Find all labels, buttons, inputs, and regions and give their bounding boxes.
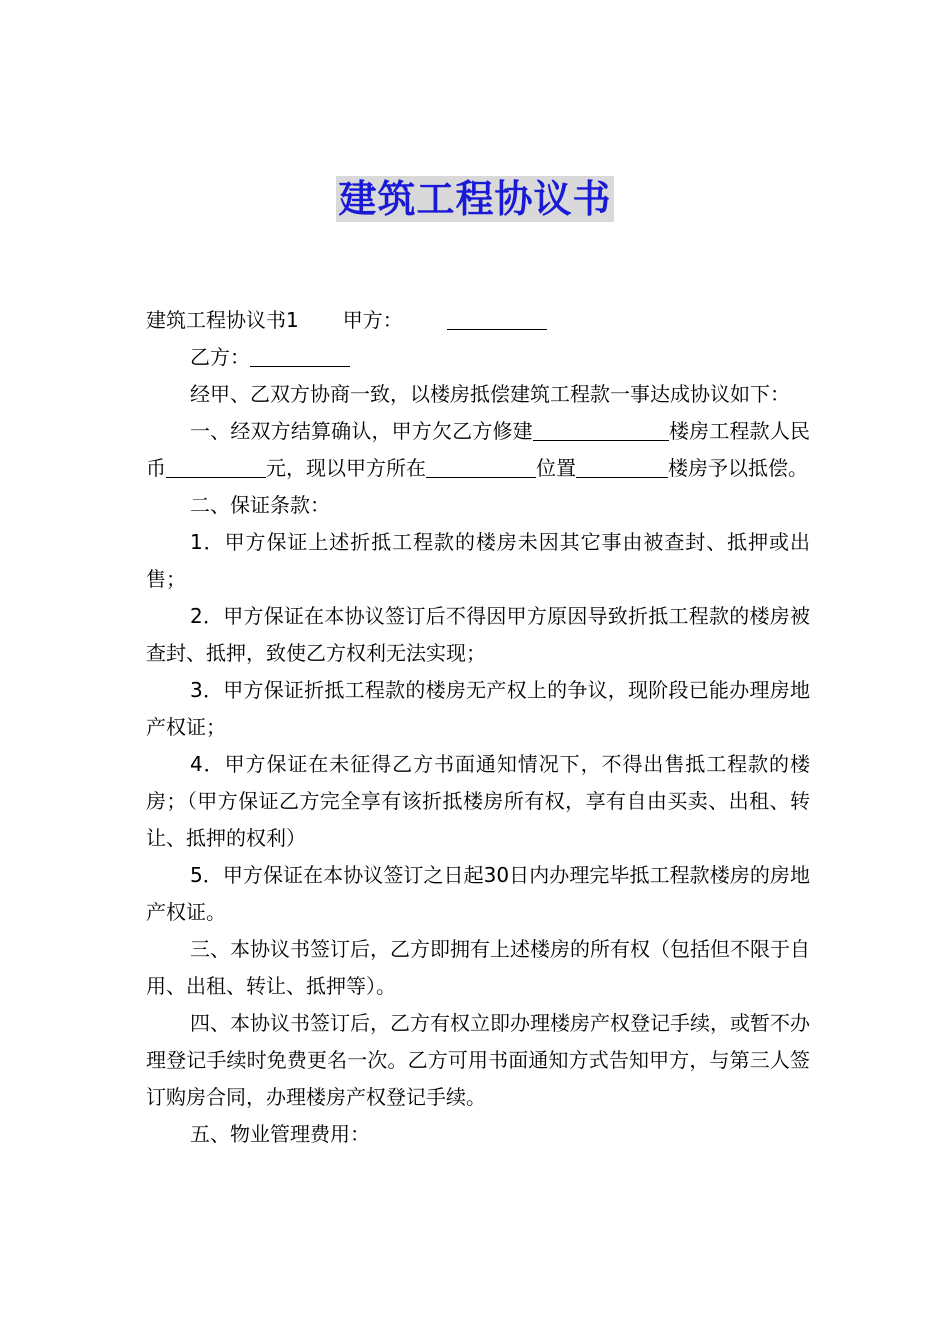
paragraph-item4: 4．甲方保证在未征得乙方书面通知情况下，不得出售抵工程款的楼房；（甲方保证乙方完全享有该折抵楼房所有权，享有自由买卖、出租、转让、抵押的权利） [146, 752, 810, 850]
title-wrap [0, 176, 950, 222]
header-line [146, 302, 810, 339]
clause1-part-a: 一、经双方结算确认，甲方欠乙方修建 [190, 419, 533, 443]
clause1-part-e: 楼房予以抵偿。 [668, 456, 808, 480]
clause1-blank-project [533, 418, 669, 441]
party-b-line [146, 339, 810, 376]
clause1-part-c: 元，现以甲方所在 [266, 456, 426, 480]
party-a-blank [447, 307, 547, 330]
paragraph-clause5-heading: 五、物业管理费用： [190, 1122, 370, 1146]
clause1-part-b: 楼房工程款人民币 [146, 419, 811, 480]
party-a-label: 甲方： [342, 308, 403, 332]
party-b-blank [250, 344, 350, 367]
paragraph-item2: 2．甲方保证在本协议签订后不得因甲方原因导致折抵工程款的楼房被查封、抵押，致使乙方权利无法实现； [146, 604, 810, 665]
clause1-part-d: 位置 [536, 456, 576, 480]
doc-label: 建筑工程协议书1 [146, 308, 299, 332]
clause1-blank-location [426, 455, 536, 478]
clause1-blank-position [576, 455, 668, 478]
document-body [146, 302, 810, 1153]
paragraph-clause4: 四、本协议书签订后，乙方有权立即办理楼房产权登记手续，或暂不办理登记手续时免费更名一次。乙方可用书面通知方式告知甲方，与第三人签订购房合同，办理楼房产权登记手续。 [146, 1011, 810, 1109]
paragraph-item1: 1．甲方保证上述折抵工程款的楼房未因其它事由被查封、抵押或出售； [146, 530, 810, 591]
paragraph-item5: 5．甲方保证在本协议签订之日起30日内办理完毕抵工程款楼房的房地产权证。 [146, 863, 810, 924]
document-title: 建筑工程协议书 [338, 177, 612, 221]
clause1-blank-amount [166, 455, 266, 478]
paragraph-clause2-heading: 二、保证条款： [190, 493, 330, 517]
party-b-label: 乙方： [190, 345, 250, 369]
paragraph-clause1 [146, 413, 810, 487]
paragraph-intro: 经甲、乙双方协商一致，以楼房抵偿建筑工程款一事达成协议如下： [190, 382, 790, 406]
paragraph-item3: 3．甲方保证折抵工程款的楼房无产权上的争议，现阶段已能办理房地产权证； [146, 678, 810, 739]
paragraph-clause3: 三、本协议书签订后，乙方即拥有上述楼房的所有权（包括但不限于自用、出租、转让、抵押等）。 [146, 937, 810, 998]
